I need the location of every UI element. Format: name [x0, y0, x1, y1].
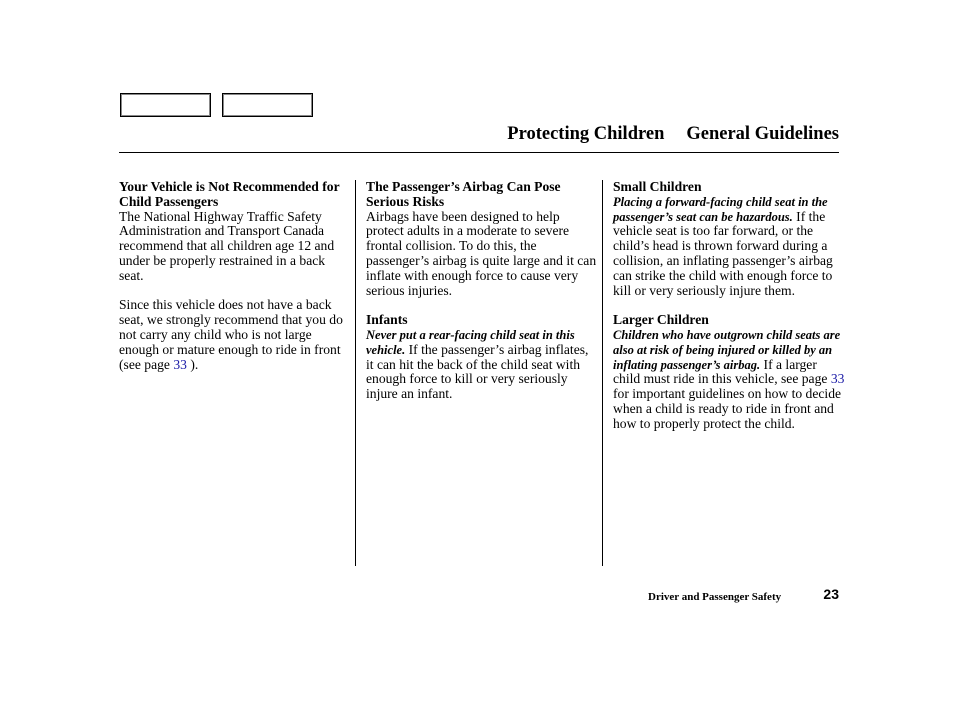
paragraph-text: If the vehicle seat is too far forward, or the child’s head is thrown forward during a collision, an inflating passenger’s airbag can strike the child with enough force to kill or very seriously injure them.	[613, 208, 833, 298]
warning-text: Never put a rear-facing child seat in this vehicle.	[366, 327, 575, 357]
paragraph	[613, 195, 845, 299]
page-link[interactable]: 33	[830, 371, 845, 387]
column-divider	[355, 180, 356, 566]
column-3	[613, 180, 845, 432]
heading-small-children: Small Children	[613, 179, 702, 194]
warning-text: Children who have outgrown child seats are also at risk of being injured or killed by an inflating passenger’s airbag.	[613, 327, 841, 372]
heading-vehicle-not-recommended: Your Vehicle is Not Recommended for Child Passengers	[119, 179, 340, 209]
heading-airbag-risks: The Passenger’s Airbag Can Pose Serious Risks	[366, 179, 561, 209]
paragraph: Airbags have been designed to help protect adults in a moderate to severe frontal collision. To do this, the passenger’s airbag is quite large and it can inflate with enough force to cause very serious injuries.	[366, 208, 597, 298]
page-header	[507, 124, 839, 145]
column-2	[366, 180, 598, 402]
paragraph: The National Highway Traffic Safety Administration and Transport Canada recommend that all children age 12 and under be properly restrained in a back seat.	[119, 208, 335, 283]
paragraph-text: If a larger child must ride in this vehicle, see page	[613, 356, 831, 387]
heading-infants: Infants	[366, 312, 408, 328]
page-number: 23	[823, 586, 839, 602]
header-rule	[119, 152, 839, 153]
paragraph	[119, 298, 351, 372]
nav-next-button[interactable]	[222, 93, 313, 117]
paragraph-text: ).	[186, 356, 199, 372]
paragraph	[613, 328, 845, 432]
nav-prev-button[interactable]	[120, 93, 211, 117]
section-title: Protecting Children	[507, 124, 665, 144]
paragraph-text: Since this vehicle does not have a back seat, we strongly recommend that you do not carry any child who is not large enough or mature enough to ride in front (see page	[119, 297, 343, 372]
warning-text: Placing a forward-facing child seat in the passenger’s seat can be hazardous.	[613, 194, 828, 224]
column-divider	[602, 180, 603, 566]
subsection-title: General Guidelines	[686, 124, 839, 144]
paragraph-text: for important guidelines on how to decide when a child is ready to ride in front and how to properly protect the child.	[613, 386, 842, 431]
page-link[interactable]: 33	[173, 356, 187, 372]
heading-larger-children: Larger Children	[613, 312, 709, 328]
column-1	[119, 180, 351, 372]
paragraph-text: If the passenger’s airbag inflates, it can hit the back of the child seat with enough force to kill or very seriously injure an infant.	[366, 341, 589, 402]
footer-section-name: Driver and Passenger Safety	[648, 591, 782, 603]
paragraph	[366, 328, 598, 402]
